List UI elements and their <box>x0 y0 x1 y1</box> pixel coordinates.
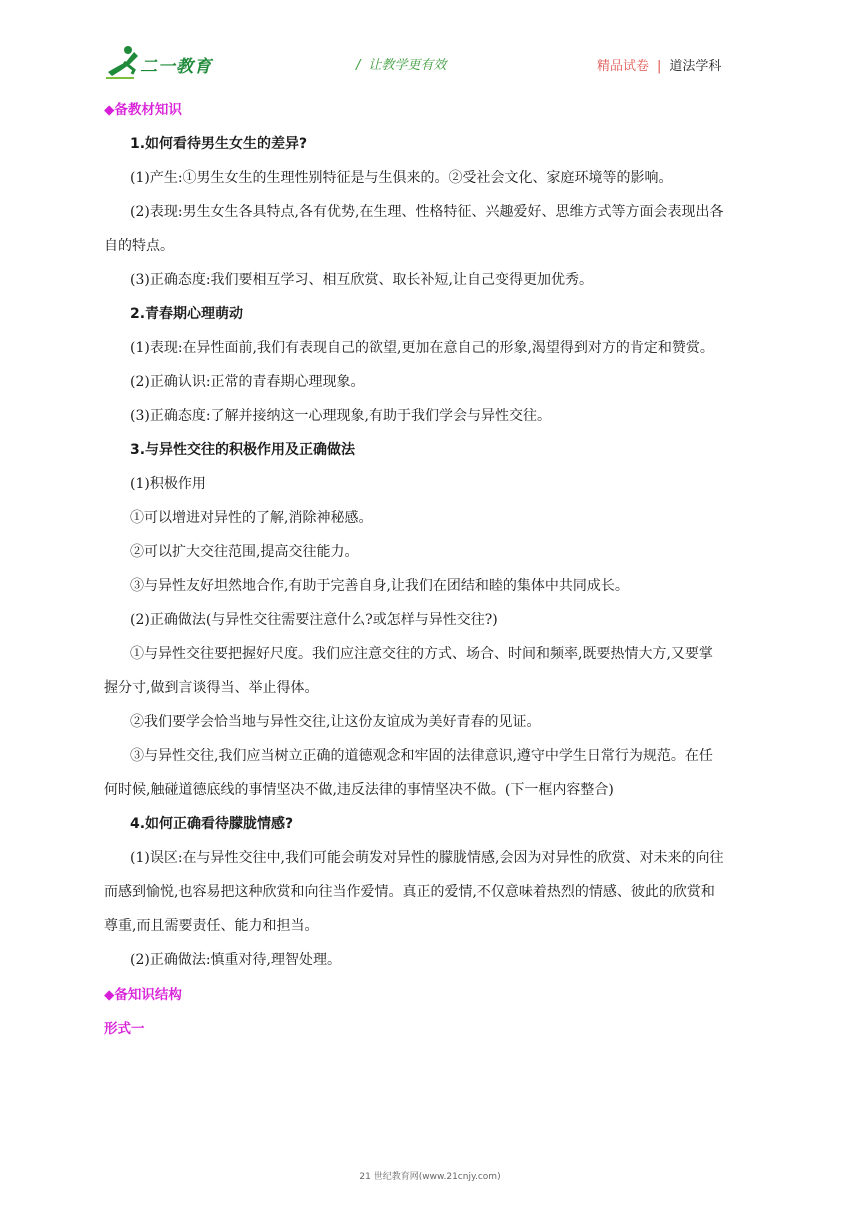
form-one-label: 形式一 <box>104 1021 145 1037</box>
paragraph: ③与异性交往,我们应当树立正确的道德观念和牢固的法律意识,遵守中学生日常行为规范。在任 <box>130 748 713 764</box>
paragraph: ①与异性交往要把握好尺度。我们应注意交往的方式、场合、时间和频率,既要热情大方,又要掌 <box>130 646 713 662</box>
page-header <box>0 0 860 90</box>
header-right <box>597 55 721 74</box>
paragraph: (1)产生:①男生女生的生理性别特征是与生俱来的。②受社会文化、家庭环境等的影响。 <box>130 170 673 186</box>
question-1-title: 1.如何看待男生女生的差异? <box>130 136 308 152</box>
paragraph-continued: 而感到愉悦,也容易把这种欣赏和向往当作爱情。真正的爱情,不仅意味着热烈的情感、彼此的欣赏和 <box>104 884 715 900</box>
paragraph-continued: 尊重,而且需要责任、能力和担当。 <box>104 918 319 934</box>
question-3-title: 3.与异性交往的积极作用及正确做法 <box>130 442 356 458</box>
paragraph: (1)误区:在与异性交往中,我们可能会萌发对异性的朦胧情感,会因为对异性的欣赏、对未来的向往 <box>130 850 724 866</box>
paragraph: (2)表现:男生女生各具特点,各有优势,在生理、性格特征、兴趣爱好、思维方式等方面会表现出各 <box>130 204 724 220</box>
premium-label: 精品试卷 <box>597 59 650 74</box>
page-footer: 21 世纪教育网(www.21cnjy.com) <box>359 1172 501 1182</box>
slogan-text: 让教学更有效 <box>368 58 447 73</box>
paragraph: (3)正确态度:了解并接纳这一心理现象,有助于我们学会与异性交往。 <box>130 408 551 424</box>
paragraph: (1)积极作用 <box>130 476 206 492</box>
paragraph-continued: 自的特点。 <box>104 238 174 254</box>
section-heading-knowledge: ◆备教材知识 <box>104 102 182 118</box>
runner-logo-icon <box>104 44 144 80</box>
question-2-title: 2.青春期心理萌动 <box>130 306 244 322</box>
paragraph: ②我们要学会恰当地与异性交往,让这份友谊成为美好青春的见证。 <box>130 714 541 730</box>
logo <box>104 44 234 82</box>
paragraph: (2)正确做法(与异性交往需要注意什么?或怎样与异性交往?) <box>130 612 498 628</box>
question-4-title: 4.如何正确看待朦胧情感? <box>130 816 294 832</box>
logo-text: 二一教育 <box>140 57 212 77</box>
slogan: / 让教学更有效 <box>356 58 447 73</box>
header-separator: | <box>657 59 662 74</box>
paragraph-continued: 握分寸,做到言谈得当、举止得体。 <box>104 680 319 696</box>
paragraph: (2)正确认识:正常的青春期心理现象。 <box>130 374 365 390</box>
subject-label: 道法学科 <box>669 59 722 74</box>
paragraph: ②可以扩大交往范围,提高交往能力。 <box>130 544 359 560</box>
paragraph: ③与异性友好坦然地合作,有助于完善自身,让我们在团结和睦的集体中共同成长。 <box>130 578 629 594</box>
paragraph: (3)正确态度:我们要相互学习、相互欣赏、取长补短,让自己变得更加优秀。 <box>130 272 593 288</box>
paragraph: ①可以增进对异性的了解,消除神秘感。 <box>130 510 373 526</box>
paragraph: (2)正确做法:慎重对待,理智处理。 <box>130 952 341 968</box>
section-heading-structure: ◆备知识结构 <box>104 987 182 1003</box>
paragraph: (1)表现:在异性面前,我们有表现自己的欲望,更加在意自己的形象,渴望得到对方的肯定和赞赏。 <box>130 340 714 356</box>
paragraph-continued: 何时候,触碰道德底线的事情坚决不做,违反法律的事情坚决不做。(下一框内容整合) <box>104 782 614 798</box>
